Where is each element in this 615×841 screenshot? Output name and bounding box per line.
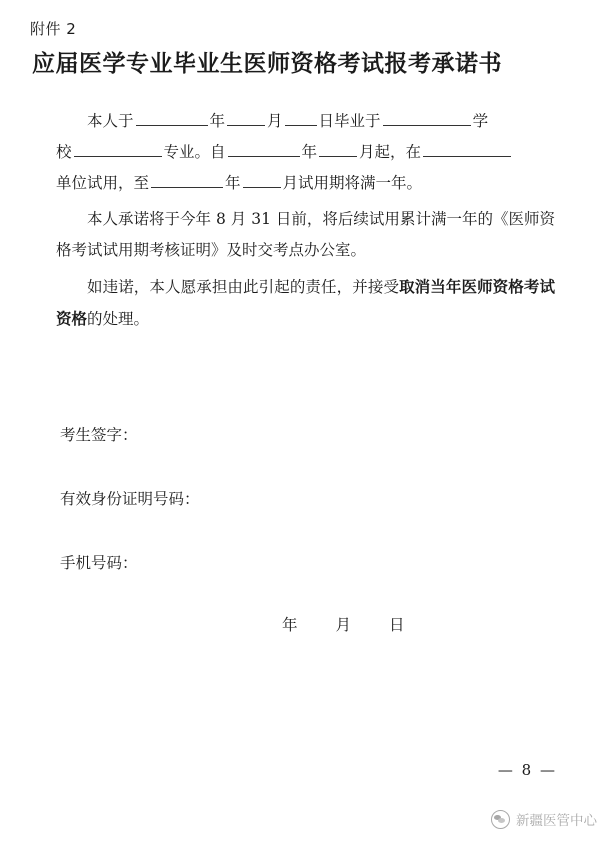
date-month-label: 月 xyxy=(335,616,352,634)
text-seg-2: 年 xyxy=(209,112,226,130)
paragraph-declaration xyxy=(56,106,555,199)
blank-school-name[interactable] xyxy=(383,110,471,126)
blank-graduation-month[interactable] xyxy=(227,110,265,126)
watermark xyxy=(491,809,597,829)
blank-end-month[interactable] xyxy=(243,172,281,188)
penalty-emphasis: 取消当年医师资格考试资格 xyxy=(56,277,555,328)
text-seg-7: 专业。自 xyxy=(163,143,226,161)
text-seg-8: 年 xyxy=(301,143,318,161)
date-day-label: 日 xyxy=(389,616,405,634)
watermark-label: 新疆医管中心 xyxy=(516,813,597,829)
blank-school-cont[interactable] xyxy=(74,141,162,157)
page-title: 应届医学专业毕业生医师资格考试报考承诺书 xyxy=(32,51,502,77)
blank-start-year[interactable] xyxy=(228,141,300,157)
paragraph-penalty xyxy=(56,271,555,335)
text-seg-12: 月试用期将满一年。 xyxy=(282,174,423,192)
signature-date-line xyxy=(60,613,555,635)
text-seg-1: 本人于 xyxy=(87,112,134,130)
signature-block xyxy=(30,421,573,635)
blank-end-year[interactable] xyxy=(151,172,223,188)
wechat-icon xyxy=(491,810,510,829)
page-number: — 8 — xyxy=(497,761,557,779)
text-seg-6: 校 xyxy=(56,143,72,161)
blank-graduation-day[interactable] xyxy=(285,110,317,126)
blank-start-month[interactable] xyxy=(319,141,357,157)
text-seg-10: 单位试用，至 xyxy=(56,174,150,192)
text-seg-9: 月起，在 xyxy=(359,143,422,161)
text-seg-11: 年 xyxy=(225,174,241,192)
text-seg-3: 月 xyxy=(267,112,283,130)
date-year-label: 年 xyxy=(282,616,298,634)
blank-graduation-year[interactable] xyxy=(136,110,208,126)
paragraph-commitment: 本人承诺将于今年 8 月 31 日前，将后续试用累计满一年的《医师资格考试试用期考核证明》及时交考点办公室。 xyxy=(56,210,555,259)
document-body xyxy=(30,106,573,335)
penalty-text-1: 如违诺，本人愿承担由此引起的责任，并接受 xyxy=(87,278,400,296)
signature-phone-label: 手机号码： xyxy=(60,554,138,572)
blank-employer[interactable] xyxy=(423,141,511,157)
text-seg-4: 日毕业于 xyxy=(318,112,381,130)
text-seg-5: 学 xyxy=(472,112,489,130)
penalty-text-2: 的处理。 xyxy=(87,310,150,328)
signature-id-label: 有效身份证明号码： xyxy=(60,490,200,508)
attachment-label: 附件 2 xyxy=(30,20,77,38)
signature-name-label: 考生签字： xyxy=(60,426,138,444)
